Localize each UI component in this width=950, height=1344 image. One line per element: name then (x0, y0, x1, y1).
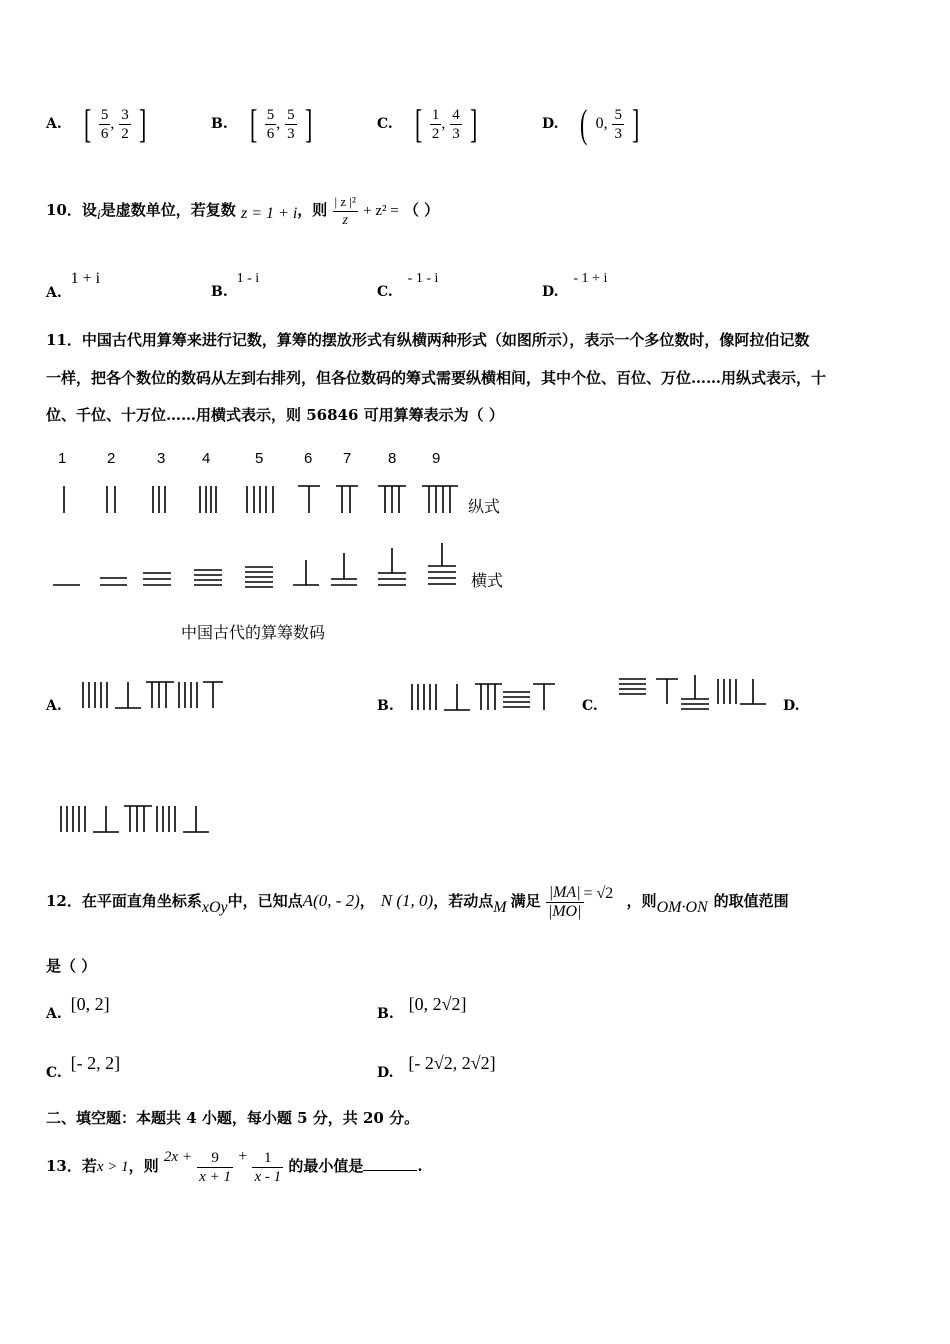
horizontal-form-label: 横式 (471, 571, 504, 590)
q11-option-d[interactable]: D. (783, 698, 800, 714)
q12-option-d[interactable]: D. [- 2√2, 2√2] (377, 1053, 496, 1081)
section-2-title: 二、填空题：本题共 4 小题，每小题 5 分，共 20 分。 (46, 1109, 420, 1127)
q11-line-1: 11．中国古代用算筹来进行记数，算筹的摆放形式有纵横两种形式（如图所示），表示一个多位数时，像阿拉伯记数 (46, 331, 810, 349)
q11-option-b[interactable]: B. (377, 698, 394, 714)
question-10-stem: 10．设i是虚数单位，若复数 z = 1 + i，则 $\frac{\text{| z |²}}{z}$ + z² = （ ） (46, 193, 440, 228)
answer-blank[interactable] (363, 1156, 417, 1171)
q12-option-a[interactable]: A. [0, 2] (46, 994, 110, 1022)
rod-digit-9: 9 (432, 450, 441, 467)
rod-digit-2: 2 (107, 450, 116, 467)
q10-option-d[interactable]: D. - 1 + i (542, 271, 608, 300)
q12-line-2: 是（ ） (46, 957, 97, 975)
q10-option-a[interactable]: A. 1 + i (46, 270, 101, 301)
q12-option-c[interactable]: C. [- 2, 2] (46, 1053, 121, 1081)
q11-line-3: 位、千位、十万位……用横式表示，则 56846 可用算筹表示为（ ） (46, 406, 504, 424)
q10-option-b[interactable]: B. 1 - i (211, 271, 260, 300)
rod-digit-1: 1 (58, 450, 67, 467)
rod-digit-7: 7 (343, 450, 352, 467)
q9-option-b[interactable]: B. [ $\frac{5}{6}$ , $\frac{5}{3}$ ] (211, 101, 312, 146)
q11-option-c[interactable]: C. (582, 698, 598, 714)
option-label: C. (377, 116, 393, 132)
question-12-stem: 12．在平面直角坐标系xOy中，已知点A(0, - 2)， N (1, 0)，若动点M 满足 $\frac{|MA|}{|MO|}$ = √2 ，则OM·ON 的取值范围 (46, 883, 789, 920)
question-13-stem: 13．若x > 1，则 2x + $\frac{9}{x + 1}$ + $\frac{1}{x - 1}$ 的最小值是 . (46, 1148, 423, 1185)
q11-line-2: 一样，把各个数位的数码从左到右排列，但各位数码的筹式需要纵横相间，其中个位、百位、万位……用纵式表示，十 (46, 369, 827, 387)
q9-option-a[interactable]: A. [ $\frac{5}{6}$ , $\frac{3}{2}$ ] (46, 101, 146, 146)
q10-option-c[interactable]: C. - 1 - i (377, 271, 439, 300)
q11-option-a[interactable]: A. (46, 698, 62, 714)
q9-option-d[interactable]: D. ( 0, $\frac{5}{3}$ ] (542, 101, 640, 146)
rod-digit-4: 4 (202, 450, 211, 467)
vertical-form-label: 纵式 (468, 497, 501, 516)
option-label: A. (46, 116, 62, 132)
rod-digit-6: 6 (304, 450, 313, 467)
rod-digit-3: 3 (157, 450, 166, 467)
rod-digit-5: 5 (255, 450, 264, 467)
q12-option-b[interactable]: B. [0, 2√2] (377, 994, 467, 1022)
rod-digit-8: 8 (388, 450, 397, 467)
option-label: B. (211, 116, 228, 132)
q9-option-c[interactable]: C. [ $\frac{1}{2}$ , $\frac{4}{3}$ ] (377, 101, 477, 146)
option-label: D. (542, 116, 559, 132)
figure-caption: 中国古代的算筹数码 (181, 623, 326, 642)
